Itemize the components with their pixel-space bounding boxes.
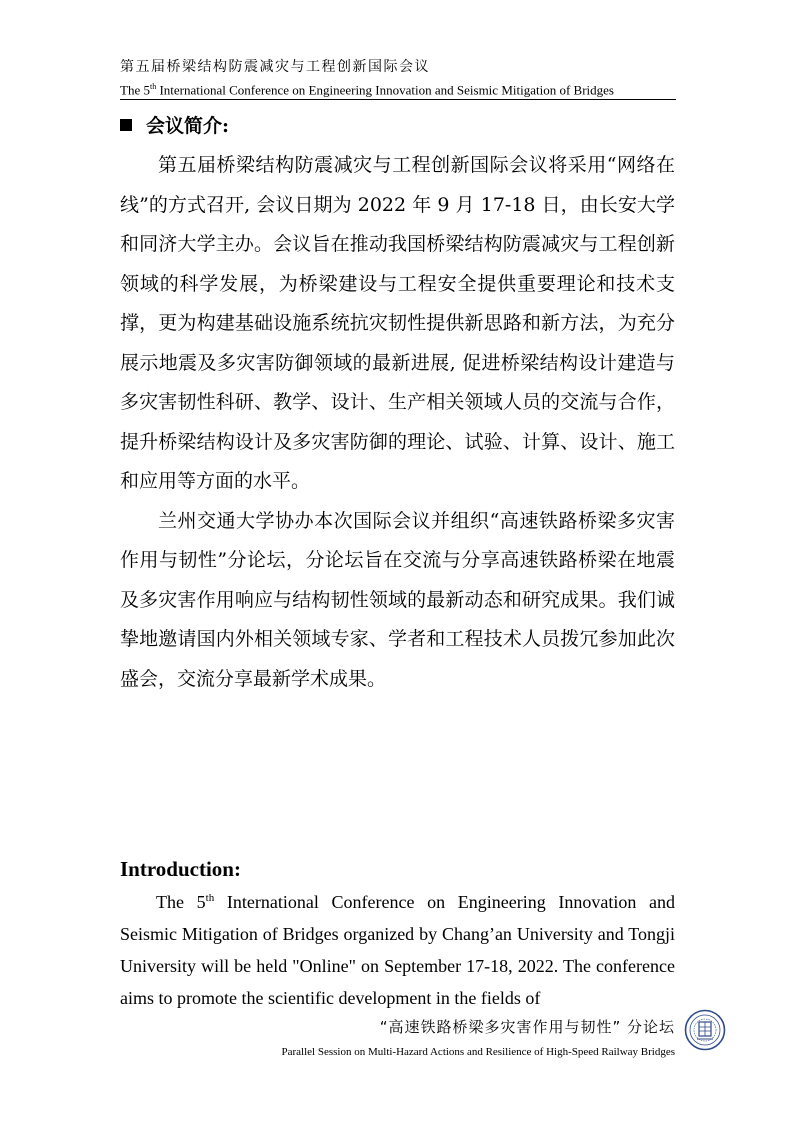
introduction-heading: Introduction: (120, 857, 241, 881)
section-heading (120, 111, 229, 138)
header-en-suffix: International Conference on Engineering Innovation and Seismic Mitigation of Bridges (156, 82, 614, 98)
header-divider (120, 99, 676, 100)
chinese-paragraph-1: 第五届桥梁结构防震减灾与工程创新国际会议将采用“网络在线”的方式召开, 会议日期为 2022 年 9 月 17-18 日，由长安大学和同济大学主办。会议旨在推动我国桥梁结构防震减灾与工程创新领域的科学发展，为桥梁建设与工程安全提供重要理论和技术支撑，更为构建基础设施系统抗灾韧性提供新思路和新方法，为充分展示地震及多灾害防御领域的最新进展, 促进桥梁结构设计建造与多灾害韧性科研、教学、设计、生产相关领域人员的交流与合作，提升桥梁结构设计及多灾害防御的理论、试验、计算、设计、施工和应用等方面的水平。 (120, 154, 675, 492)
intro-sup: th (205, 892, 215, 904)
square-bullet-icon (120, 119, 132, 131)
chinese-body (120, 146, 675, 699)
english-paragraph (120, 886, 675, 1014)
header-en-sup: th (149, 82, 157, 91)
intro-prefix: The 5 (156, 892, 206, 912)
intro-text: International Conference on Engineering Innovation and Seismic Mitigation of Bridges organized by Chang’an University and Tongji University will be held "Online" on September 17-18, 2022. The conference aims to promote the scientific development in the fields of (120, 892, 675, 1008)
english-body (120, 886, 675, 1014)
chinese-paragraph-2: 兰州交通大学协办本次国际会议并组织“高速铁路桥梁多灾害作用与韧性”分论坛，分论坛旨在交流与分享高速铁路桥梁在地震及多灾害作用响应与结构韧性领域的最新动态和研究成果。我们诚挚地邀请国内外相关领域专家、学者和工程技术人员拨冗参加此次盛会，交流分享最新学术成果。 (120, 509, 675, 690)
page-header (120, 58, 676, 99)
university-seal-icon (684, 1009, 726, 1051)
footer-chinese-title: “高速铁路桥梁多灾害作用与韧性” 分论坛 (379, 1018, 675, 1036)
header-english-title (120, 78, 676, 99)
header-chinese-title: 第五届桥梁结构防震减灾与工程创新国际会议 (120, 59, 430, 75)
page-footer (120, 1016, 675, 1060)
section-title-text: 会议简介: (146, 115, 230, 137)
header-en-prefix: The 5 (120, 82, 150, 98)
footer-english-title: Parallel Session on Multi-Hazard Actions and Resilience of High-Speed Railway Bridges (281, 1046, 675, 1058)
